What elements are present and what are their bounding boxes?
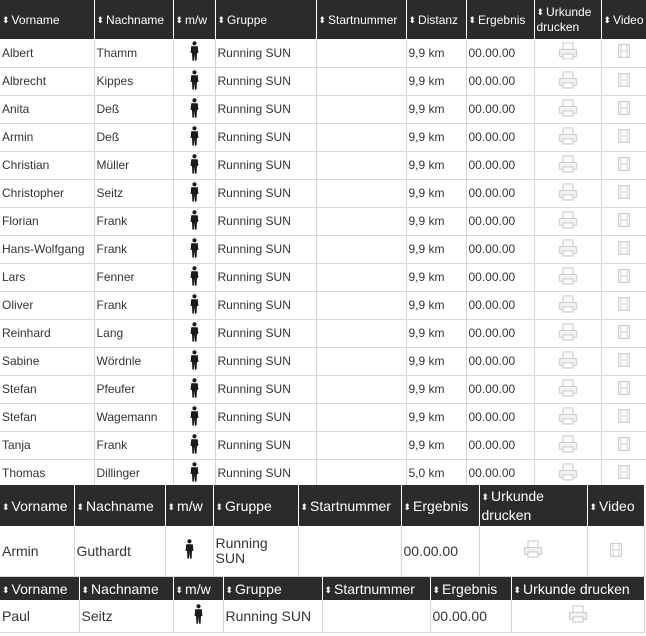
- cell-startnummer: [316, 319, 406, 347]
- column-header-gruppe[interactable]: ⬍ Gruppe: [215, 0, 316, 39]
- cell-distanz: 9,9 km: [406, 263, 466, 291]
- cell-gender: [173, 319, 215, 347]
- cell-gruppe: Running SUN: [215, 207, 316, 235]
- cell-startnummer: [316, 459, 406, 487]
- cell-nachname: Frank: [94, 431, 173, 459]
- printer-icon[interactable]: [558, 99, 578, 120]
- printer-icon[interactable]: [558, 435, 578, 456]
- cell-vorname: Albrecht: [0, 67, 94, 95]
- sort-arrows-icon: ⬍: [76, 501, 85, 512]
- cell-vorname: Tanja: [0, 431, 94, 459]
- cell-ergebnis: 00.00.00: [430, 600, 511, 632]
- table-header-row: [0, 0, 646, 39]
- column-header-video[interactable]: ⬍ Video: [601, 0, 646, 39]
- cell-vorname: Florian: [0, 207, 94, 235]
- cell-nachname: Seitz: [79, 600, 173, 632]
- table-row: [0, 403, 646, 431]
- cell-nachname: Seitz: [94, 179, 173, 207]
- cell-video: [601, 291, 646, 319]
- cell-nachname: Pfeufer: [94, 375, 173, 403]
- film-icon[interactable]: [618, 185, 630, 202]
- person-icon: [190, 70, 199, 93]
- table-row: [0, 291, 646, 319]
- table-row: [0, 39, 646, 67]
- cell-gender: [173, 95, 215, 123]
- cell-distanz: 9,9 km: [406, 151, 466, 179]
- cell-gender: [173, 347, 215, 375]
- film-icon[interactable]: [618, 465, 630, 482]
- cell-vorname: Armin: [0, 123, 94, 151]
- results-table-2: [0, 485, 645, 577]
- cell-vorname: Anita: [0, 95, 94, 123]
- sort-arrows-icon: ⬍: [215, 501, 224, 512]
- film-icon[interactable]: [618, 269, 630, 286]
- cell-distanz: 5,0 km: [406, 459, 466, 487]
- cell-gruppe: Running SUN: [215, 179, 316, 207]
- table-row: [0, 600, 644, 632]
- cell-distanz: 9,9 km: [406, 431, 466, 459]
- table-row: [0, 123, 646, 151]
- person-icon: [190, 322, 199, 345]
- cell-ergebnis: 00.00.00: [466, 179, 534, 207]
- cell-gruppe: Running SUN: [215, 235, 316, 263]
- cell-video: [601, 459, 646, 487]
- cell-video: [601, 207, 646, 235]
- table-row: [0, 347, 646, 375]
- cell-startnummer: [316, 67, 406, 95]
- cell-urkunde: [534, 459, 601, 487]
- printer-icon[interactable]: [558, 379, 578, 400]
- cell-vorname: Albert: [0, 39, 94, 67]
- cell-video: [601, 403, 646, 431]
- cell-video: [601, 95, 646, 123]
- film-icon[interactable]: [618, 353, 630, 370]
- printer-icon[interactable]: [558, 323, 578, 344]
- cell-gruppe: Running SUN: [215, 263, 316, 291]
- sort-arrows-icon: ⬍: [175, 14, 184, 25]
- sort-arrows-icon: ⬍: [481, 491, 490, 502]
- column-header-mw[interactable]: ⬍ m/w: [165, 485, 213, 526]
- column-header-startnummer[interactable]: ⬍ Startnummer: [322, 577, 430, 600]
- table-header-row: [0, 485, 644, 526]
- cell-vorname: Sabine: [0, 347, 94, 375]
- cell-ergebnis: 00.00.00: [466, 263, 534, 291]
- cell-distanz: 9,9 km: [406, 235, 466, 263]
- film-icon[interactable]: [618, 409, 630, 426]
- column-header-nachname[interactable]: ⬍ Nachname: [79, 577, 173, 600]
- cell-nachname: Deß: [94, 95, 173, 123]
- cell-gruppe: Running SUN: [215, 459, 316, 487]
- printer-icon[interactable]: [558, 295, 578, 316]
- column-header-video[interactable]: ⬍ Video: [587, 485, 644, 526]
- printer-icon[interactable]: [558, 463, 578, 484]
- table-row: [0, 319, 646, 347]
- cell-distanz: 9,9 km: [406, 39, 466, 67]
- cell-urkunde: [534, 431, 601, 459]
- cell-distanz: 9,9 km: [406, 123, 466, 151]
- film-icon[interactable]: [618, 213, 630, 230]
- cell-gruppe: Running SUN: [215, 123, 316, 151]
- cell-ergebnis: 00.00.00: [466, 319, 534, 347]
- cell-gender: [173, 600, 223, 632]
- cell-nachname: Wagemann: [94, 403, 173, 431]
- cell-urkunde: [534, 207, 601, 235]
- column-header-mw[interactable]: ⬍ m/w: [173, 0, 215, 39]
- cell-urkunde: [534, 95, 601, 123]
- column-header-urkunde[interactable]: ⬍ Urkunde drucken: [511, 577, 644, 600]
- cell-video: [601, 319, 646, 347]
- cell-gender: [173, 431, 215, 459]
- sort-arrows-icon: ⬍: [403, 501, 412, 512]
- cell-urkunde: [534, 67, 601, 95]
- film-icon[interactable]: [618, 325, 630, 342]
- film-icon[interactable]: [610, 543, 622, 560]
- cell-gender: [173, 179, 215, 207]
- person-icon: [190, 126, 199, 149]
- cell-startnummer: [316, 263, 406, 291]
- cell-gruppe: Running SUN: [215, 319, 316, 347]
- person-icon: [190, 406, 199, 429]
- person-icon: [190, 378, 199, 401]
- cell-urkunde: [534, 263, 601, 291]
- film-icon[interactable]: [618, 73, 630, 90]
- printer-icon[interactable]: [558, 155, 578, 176]
- person-icon: [190, 182, 199, 205]
- sort-arrows-icon: ⬍: [300, 501, 309, 512]
- cell-gruppe: Running SUN: [223, 600, 322, 632]
- cell-video: [601, 179, 646, 207]
- cell-nachname: Frank: [94, 235, 173, 263]
- cell-urkunde: [511, 600, 644, 632]
- person-icon: [190, 434, 199, 457]
- cell-startnummer: [316, 235, 406, 263]
- cell-gender: [173, 207, 215, 235]
- cell-urkunde: [534, 235, 601, 263]
- column-header-mw[interactable]: ⬍ m/w: [173, 577, 223, 600]
- person-icon: [190, 350, 199, 373]
- printer-icon[interactable]: [558, 71, 578, 92]
- cell-urkunde: [534, 291, 601, 319]
- cell-gruppe: Running SUN: [215, 67, 316, 95]
- cell-gruppe: Running SUN: [215, 151, 316, 179]
- person-icon: [190, 41, 199, 64]
- cell-nachname: Frank: [94, 207, 173, 235]
- cell-nachname: Kippes: [94, 67, 173, 95]
- cell-startnummer: [316, 375, 406, 403]
- film-icon[interactable]: [618, 381, 630, 398]
- cell-gruppe: Running SUN: [215, 403, 316, 431]
- sort-arrows-icon: ⬍: [175, 584, 184, 595]
- cell-ergebnis: 00.00.00: [466, 459, 534, 487]
- table-row: [0, 459, 646, 487]
- cell-urkunde: [534, 39, 601, 67]
- cell-startnummer: [316, 291, 406, 319]
- person-icon: [190, 266, 199, 289]
- cell-startnummer: [316, 207, 406, 235]
- cell-startnummer: [298, 526, 401, 576]
- cell-vorname: Oliver: [0, 291, 94, 319]
- cell-gender: [165, 526, 213, 576]
- table-row: [0, 526, 644, 576]
- column-header-startnummer[interactable]: ⬍ Startnummer: [298, 485, 401, 526]
- column-header-nachname[interactable]: ⬍ Nachname: [74, 485, 165, 526]
- cell-distanz: 9,9 km: [406, 347, 466, 375]
- sort-arrows-icon: ⬍: [2, 14, 10, 25]
- sort-arrows-icon: ⬍: [536, 7, 545, 17]
- cell-ergebnis: 00.00.00: [466, 39, 534, 67]
- cell-urkunde: [534, 179, 601, 207]
- table-row: [0, 431, 646, 459]
- cell-startnummer: [316, 403, 406, 431]
- column-header-nachname[interactable]: ⬍ Nachname: [94, 0, 173, 39]
- cell-distanz: 9,9 km: [406, 207, 466, 235]
- cell-urkunde: [534, 347, 601, 375]
- column-header-vorname[interactable]: ⬍ Vorname: [0, 577, 79, 600]
- column-header-gruppe[interactable]: ⬍ Gruppe: [213, 485, 298, 526]
- cell-gender: [173, 263, 215, 291]
- sort-arrows-icon: ⬍: [96, 14, 105, 25]
- sort-arrows-icon: ⬍: [2, 584, 10, 595]
- cell-video: [601, 39, 646, 67]
- person-icon: [190, 238, 199, 261]
- table-row: [0, 375, 646, 403]
- cell-startnummer: [316, 431, 406, 459]
- cell-nachname: Müller: [94, 151, 173, 179]
- cell-video: [601, 123, 646, 151]
- cell-gender: [173, 235, 215, 263]
- cell-gruppe: Running SUN: [215, 95, 316, 123]
- table-row: [0, 179, 646, 207]
- cell-startnummer: [316, 95, 406, 123]
- cell-distanz: 9,9 km: [406, 291, 466, 319]
- cell-distanz: 9,9 km: [406, 67, 466, 95]
- cell-vorname: Lars: [0, 263, 94, 291]
- sort-arrows-icon: ⬍: [217, 14, 226, 25]
- cell-gender: [173, 151, 215, 179]
- cell-nachname: Deß: [94, 123, 173, 151]
- table-row: [0, 67, 646, 95]
- cell-gruppe: Running SUN: [215, 347, 316, 375]
- cell-video: [601, 375, 646, 403]
- person-icon: [190, 462, 199, 485]
- cell-startnummer: [322, 600, 430, 632]
- table-header-row: [0, 577, 644, 600]
- table-row: [0, 207, 646, 235]
- cell-distanz: 9,9 km: [406, 95, 466, 123]
- sort-arrows-icon: ⬍: [167, 501, 176, 512]
- person-icon: [190, 98, 199, 121]
- cell-nachname: Fenner: [94, 263, 173, 291]
- cell-urkunde: [534, 151, 601, 179]
- cell-gender: [173, 291, 215, 319]
- cell-urkunde: [534, 375, 601, 403]
- cell-vorname: Christian: [0, 151, 94, 179]
- cell-gruppe: Running SUN: [215, 291, 316, 319]
- cell-gender: [173, 67, 215, 95]
- cell-gender: [173, 459, 215, 487]
- column-header-distanz[interactable]: ⬍ Distanz: [406, 0, 466, 39]
- cell-nachname: Frank: [94, 291, 173, 319]
- cell-gruppe: Running SUN: [213, 526, 298, 576]
- table-row: [0, 151, 646, 179]
- cell-gruppe: Running SUN: [215, 39, 316, 67]
- film-icon[interactable]: [618, 44, 630, 61]
- table-row: [0, 235, 646, 263]
- cell-vorname: Thomas: [0, 459, 94, 487]
- table-row: [0, 263, 646, 291]
- printer-icon[interactable]: [558, 267, 578, 288]
- cell-distanz: 9,9 km: [406, 179, 466, 207]
- cell-gender: [173, 375, 215, 403]
- column-header-vorname[interactable]: ⬍ Vorname: [0, 485, 74, 526]
- sort-arrows-icon: ⬍: [513, 584, 522, 595]
- film-icon[interactable]: [618, 101, 630, 118]
- cell-video: [601, 67, 646, 95]
- cell-ergebnis: 00.00.00: [466, 67, 534, 95]
- printer-icon[interactable]: [558, 239, 578, 260]
- cell-nachname: Guthardt: [74, 526, 165, 576]
- cell-nachname: Dillinger: [94, 459, 173, 487]
- cell-video: [601, 151, 646, 179]
- sort-arrows-icon: ⬍: [225, 584, 234, 595]
- cell-urkunde: [534, 403, 601, 431]
- sort-arrows-icon: ⬍: [408, 14, 417, 25]
- cell-nachname: Wördnle: [94, 347, 173, 375]
- cell-startnummer: [316, 123, 406, 151]
- printer-icon[interactable]: [523, 540, 543, 561]
- cell-ergebnis: 00.00.00: [466, 431, 534, 459]
- column-header-ergebnis[interactable]: ⬍ Ergebnis: [466, 0, 534, 39]
- cell-vorname: Reinhard: [0, 319, 94, 347]
- person-icon: [190, 210, 199, 233]
- cell-vorname: Stefan: [0, 375, 94, 403]
- cell-vorname: Paul: [0, 600, 79, 632]
- cell-startnummer: [316, 347, 406, 375]
- film-icon[interactable]: [618, 157, 630, 174]
- cell-startnummer: [316, 39, 406, 67]
- person-icon: [190, 154, 199, 177]
- cell-urkunde: [534, 123, 601, 151]
- cell-ergebnis: 00.00.00: [466, 235, 534, 263]
- cell-vorname: Christopher: [0, 179, 94, 207]
- person-icon: [190, 294, 199, 317]
- printer-icon[interactable]: [558, 127, 578, 148]
- cell-ergebnis: 00.00.00: [466, 375, 534, 403]
- film-icon[interactable]: [618, 129, 630, 146]
- printer-icon[interactable]: [568, 605, 588, 626]
- printer-icon[interactable]: [558, 407, 578, 428]
- sort-arrows-icon: ⬍: [432, 584, 441, 595]
- cell-gender: [173, 123, 215, 151]
- cell-ergebnis: 00.00.00: [466, 403, 534, 431]
- person-icon: [185, 539, 194, 562]
- sort-arrows-icon: ⬍: [318, 14, 327, 25]
- sort-arrows-icon: ⬍: [589, 501, 598, 512]
- cell-ergebnis: 00.00.00: [401, 526, 479, 576]
- sort-arrows-icon: ⬍: [468, 14, 477, 25]
- cell-distanz: 9,9 km: [406, 403, 466, 431]
- printer-icon[interactable]: [558, 42, 578, 63]
- film-icon[interactable]: [618, 297, 630, 314]
- cell-gruppe: Running SUN: [215, 431, 316, 459]
- column-header-urkunde[interactable]: ⬍ Urkunde drucken: [479, 485, 587, 526]
- column-header-ergebnis[interactable]: ⬍ Ergebnis: [401, 485, 479, 526]
- cell-gruppe: Running SUN: [215, 375, 316, 403]
- cell-video: [601, 431, 646, 459]
- sort-arrows-icon: ⬍: [2, 501, 10, 512]
- film-icon[interactable]: [618, 241, 630, 258]
- cell-gender: [173, 403, 215, 431]
- cell-video: [587, 526, 644, 576]
- cell-vorname: Armin: [0, 526, 74, 576]
- sort-arrows-icon: ⬍: [603, 14, 612, 25]
- cell-gender: [173, 39, 215, 67]
- cell-urkunde: [534, 319, 601, 347]
- person-icon: [194, 604, 203, 627]
- sort-arrows-icon: ⬍: [324, 584, 333, 595]
- cell-video: [601, 235, 646, 263]
- column-header-vorname[interactable]: ⬍ Vorname: [0, 0, 94, 39]
- cell-distanz: 9,9 km: [406, 375, 466, 403]
- cell-ergebnis: 00.00.00: [466, 123, 534, 151]
- results-table-3: [0, 577, 645, 633]
- cell-ergebnis: 00.00.00: [466, 347, 534, 375]
- cell-video: [601, 263, 646, 291]
- cell-distanz: 9,9 km: [406, 319, 466, 347]
- cell-ergebnis: 00.00.00: [466, 291, 534, 319]
- cell-video: [601, 347, 646, 375]
- cell-vorname: Stefan: [0, 403, 94, 431]
- sort-arrows-icon: ⬍: [81, 584, 90, 595]
- cell-urkunde: [479, 526, 587, 576]
- film-icon[interactable]: [618, 437, 630, 454]
- column-header-startnummer[interactable]: ⬍ Startnummer: [316, 0, 406, 39]
- column-header-gruppe[interactable]: ⬍ Gruppe: [223, 577, 322, 600]
- column-header-ergebnis[interactable]: ⬍ Ergebnis: [430, 577, 511, 600]
- column-header-urkunde[interactable]: ⬍ Urkunde drucken: [534, 0, 601, 39]
- cell-vorname: Hans-Wolfgang: [0, 235, 94, 263]
- cell-ergebnis: 00.00.00: [466, 151, 534, 179]
- cell-ergebnis: 00.00.00: [466, 95, 534, 123]
- printer-icon[interactable]: [558, 351, 578, 372]
- cell-nachname: Lang: [94, 319, 173, 347]
- cell-nachname: Thamm: [94, 39, 173, 67]
- cell-startnummer: [316, 151, 406, 179]
- table-row: [0, 95, 646, 123]
- cell-startnummer: [316, 179, 406, 207]
- cell-ergebnis: 00.00.00: [466, 207, 534, 235]
- printer-icon[interactable]: [558, 183, 578, 204]
- printer-icon[interactable]: [558, 211, 578, 232]
